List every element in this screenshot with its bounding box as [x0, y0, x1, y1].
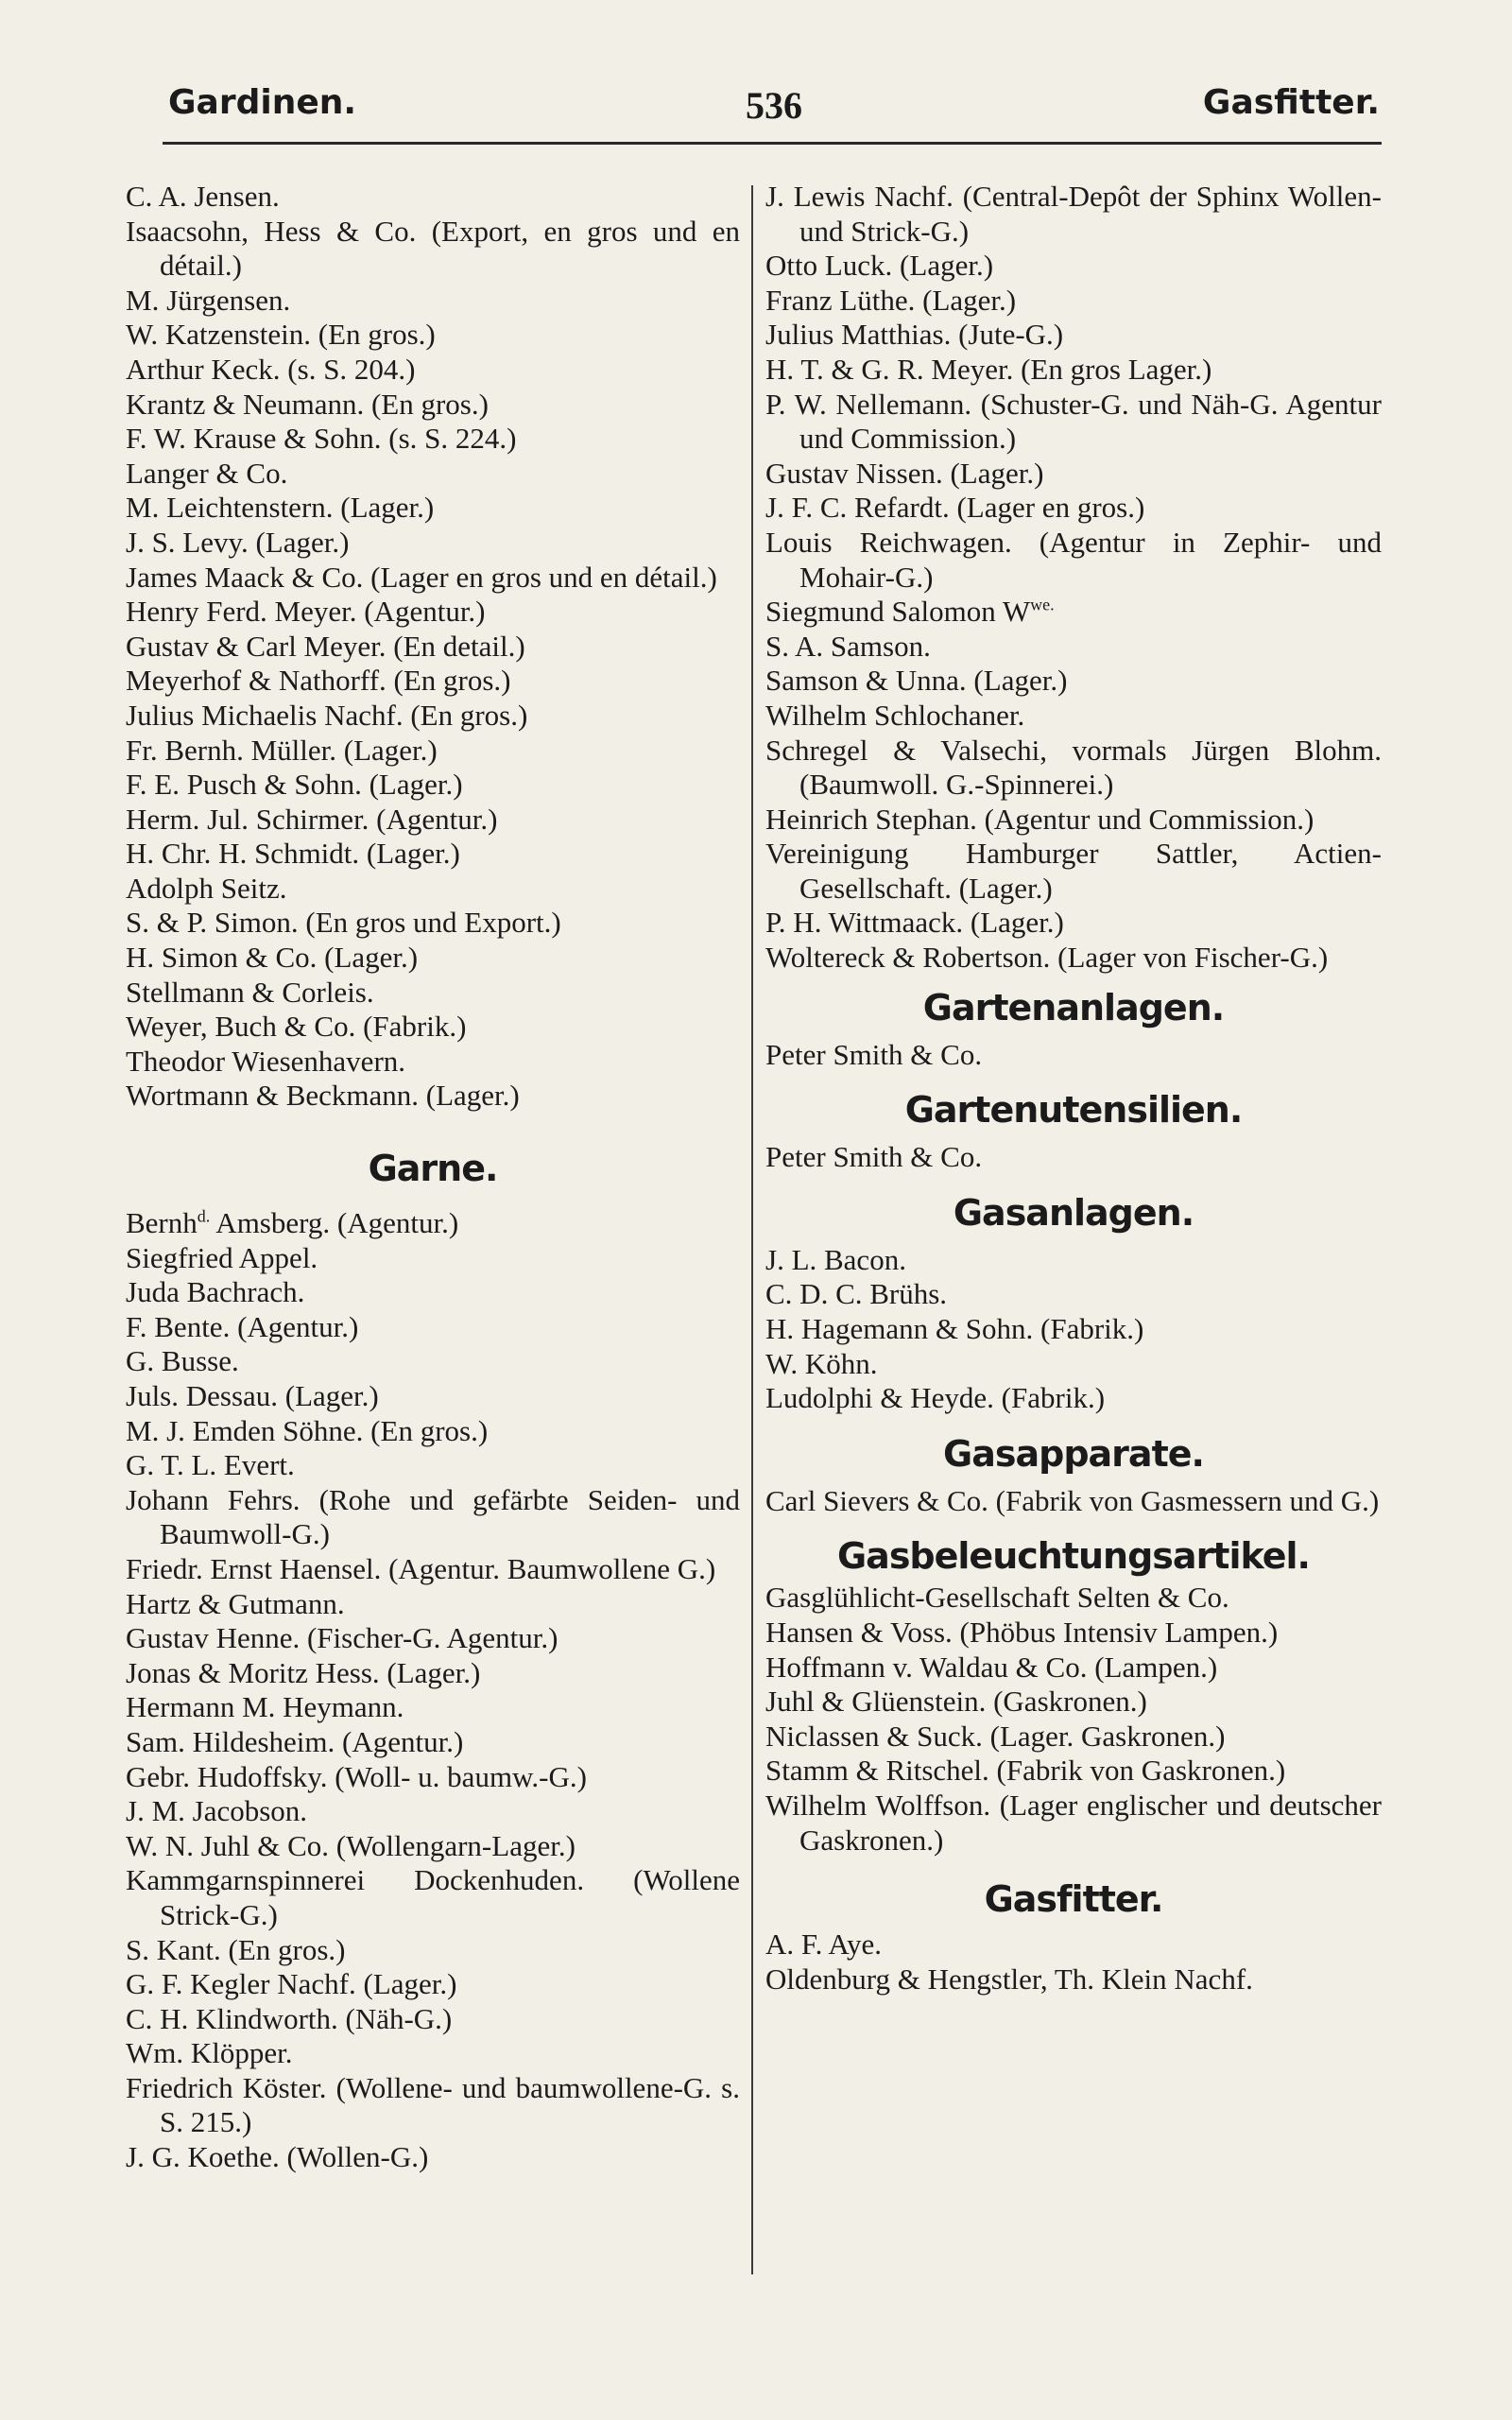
directory-entry: J. L. Bacon.: [765, 1242, 906, 1276]
directory-entry: Johann Fehrs. (Rohe und gefärbte Seiden- und Baumwoll-G.): [126, 1482, 740, 1551]
directory-entry: Wortmann & Beckmann. (Lager.): [126, 1079, 520, 1113]
directory-entry: G. F. Kegler Nachf. (Lager.): [126, 1967, 457, 2001]
directory-entry: Gebr. Hudoffsky. (Woll- u. baumw.-G.): [126, 1759, 587, 1793]
directory-entry: H. T. & G. R. Meyer. (En gros Lager.): [765, 352, 1212, 386]
directory-entry: Juls. Dessau. (Lager.): [126, 1379, 379, 1412]
section-heading: Gartenanlagen.: [922, 986, 1225, 1028]
directory-entry: Fr. Bernh. Müller. (Lager.): [126, 733, 438, 767]
section-heading: Gasfitter.: [984, 1878, 1163, 1921]
directory-entry: S. Kant. (En gros.): [126, 1932, 346, 1966]
directory-entry: J. G. Koethe. (Wollen-G.): [126, 2140, 429, 2174]
section-heading: Gasbeleuchtungsartikel.: [836, 1535, 1310, 1578]
directory-entry: Jonas & Moritz Hess. (Lager.): [126, 1655, 481, 1689]
directory-entry: W. Köhn.: [765, 1346, 878, 1380]
directory-entry: G. T. L. Evert.: [126, 1448, 295, 1482]
directory-entry: Carl Sievers & Co. (Fabrik von Gasmessern und G.): [765, 1483, 1380, 1517]
section-heading: Gasanlagen.: [953, 1191, 1194, 1234]
directory-entry: Gustav Nissen. (Lager.): [765, 456, 1044, 490]
entry-superscript: we.: [1030, 595, 1055, 614]
directory-entry: Woltereck & Robertson. (Lager von Fischer-G.): [765, 941, 1329, 975]
directory-entry: H. Hagemann & Sohn. (Fabrik.): [765, 1312, 1144, 1346]
directory-entry: Kammgarnspinnerei Dockenhuden. (Wollene Strick-G.): [126, 1863, 740, 1931]
directory-entry: Isaacsohn, Hess & Co. (Export, en gros und en détail.): [126, 214, 740, 283]
directory-entry: Peter Smith & Co.: [765, 1140, 983, 1174]
directory-entry: A. F. Aye.: [765, 1927, 882, 1962]
directory-entry: H. Chr. H. Schmidt. (Lager.): [126, 837, 460, 871]
directory-entry: J. F. C. Refardt. (Lager en gros.): [765, 491, 1145, 525]
directory-entry: Adolph Seitz.: [126, 871, 287, 905]
directory-entry: Siegfried Appel.: [126, 1240, 318, 1274]
directory-entry: James Maack & Co. (Lager en gros und en détail.): [126, 560, 717, 594]
directory-entry: W. Katzenstein. (En gros.): [126, 318, 436, 352]
directory-entry: Wilhelm Schlochaner.: [765, 698, 1025, 732]
directory-entry: J. M. Jacobson.: [126, 1794, 308, 1828]
directory-entry: [126, 1206, 740, 1241]
directory-entry: [765, 595, 1382, 630]
directory-entry: P. H. Wittmaack. (Lager.): [765, 906, 1064, 940]
directory-entry: F. Bente. (Agentur.): [126, 1309, 359, 1343]
header-rule: [163, 142, 1382, 145]
directory-entry: Theodor Wiesenhavern.: [126, 1044, 406, 1078]
directory-entry: H. Simon & Co. (Lager.): [126, 941, 419, 975]
directory-entry: Peter Smith & Co.: [765, 1037, 983, 1071]
directory-entry: Henry Ferd. Meyer. (Agentur.): [126, 595, 486, 629]
directory-entry: Meyerhof & Nathorff. (En gros.): [126, 664, 511, 698]
directory-entry: Schregel & Valsechi, vormals Jürgen Blohm. (Baumwoll. G.-Spinnerei.): [765, 733, 1382, 802]
directory-entry: Otto Luck. (Lager.): [765, 249, 994, 283]
directory-entry: Friedrich Köster. (Wollene- und baumwollene-G. s. S. 215.): [126, 2070, 740, 2139]
directory-entry: Sam. Hildesheim. (Agentur.): [126, 1724, 464, 1758]
page-header: [168, 83, 1380, 140]
directory-entry: Juhl & Glüenstein. (Gaskronen.): [765, 1685, 1147, 1719]
column-divider: [751, 185, 753, 2274]
directory-entry: Arthur Keck. (s. S. 204.): [126, 352, 416, 386]
header-left-keyword: Gardinen.: [168, 83, 357, 122]
directory-entry: Oldenburg & Hengstler, Th. Klein Nachf.: [765, 1962, 1253, 1996]
entry-text: Bernh: [126, 1206, 198, 1240]
directory-entry: F. E. Pusch & Sohn. (Lager.): [126, 768, 463, 802]
directory-entry: Stamm & Ritschel. (Fabrik von Gaskronen.): [765, 1754, 1286, 1788]
directory-entry: S. A. Samson.: [765, 629, 931, 663]
directory-entry: P. W. Nellemann. (Schuster-G. und Näh-G. Agentur und Commission.): [765, 387, 1382, 456]
directory-entry: C. A. Jensen.: [126, 180, 280, 213]
directory-entry: Gustav Henne. (Fischer-G. Agentur.): [126, 1621, 558, 1655]
directory-entry: Langer & Co.: [126, 456, 288, 490]
section-heading: Gasapparate.: [943, 1432, 1204, 1475]
directory-entry: Louis Reichwagen. (Agentur in Zephir- und Mohair-G.): [765, 525, 1382, 594]
directory-entry: M. Leichtenstern. (Lager.): [126, 491, 435, 525]
directory-entry: Julius Matthias. (Jute-G.): [765, 318, 1064, 352]
directory-entry: Franz Lüthe. (Lager.): [765, 283, 1017, 317]
directory-entry: Vereinigung Hamburger Sattler, Actien-Gesellschaft. (Lager.): [765, 837, 1382, 905]
directory-entry: Weyer, Buch & Co. (Fabrik.): [126, 1010, 467, 1044]
directory-entry: Hartz & Gutmann.: [126, 1586, 345, 1620]
directory-entry: Samson & Unna. (Lager.): [765, 664, 1068, 698]
directory-entry: Julius Michaelis Nachf. (En gros.): [126, 698, 528, 732]
section-heading: Garne.: [368, 1148, 498, 1190]
directory-entry: M. Jürgensen.: [126, 283, 291, 317]
page-number: 536: [746, 84, 802, 127]
directory-entry: Friedr. Ernst Haensel. (Agentur. Baumwollene G.): [126, 1551, 716, 1585]
header-right-keyword: Gasfitter.: [1202, 83, 1380, 122]
entry-text: Amsberg. (Agentur.): [210, 1206, 459, 1240]
directory-entry: C. H. Klindworth. (Näh-G.): [126, 2001, 453, 2035]
section-heading: Gartenutensilien.: [904, 1089, 1243, 1132]
directory-entry: Krantz & Neumann. (En gros.): [126, 387, 489, 421]
directory-entry: Hansen & Voss. (Phöbus Intensiv Lampen.): [765, 1616, 1279, 1649]
directory-entry: C. D. C. Brühs.: [765, 1277, 948, 1311]
directory-entry: Stellmann & Corleis.: [126, 975, 374, 1009]
directory-entry: Wm. Klöpper.: [126, 2036, 293, 2070]
directory-entry: W. N. Juhl & Co. (Wollengarn-Lager.): [126, 1828, 576, 1862]
entry-superscript: d.: [197, 1206, 211, 1226]
directory-entry: Niclassen & Suck. (Lager. Gaskronen.): [765, 1719, 1226, 1753]
entry-text: Siegmund Salomon W: [765, 595, 1031, 629]
directory-entry: J. S. Levy. (Lager.): [126, 525, 350, 559]
directory-entry: Ludolphi & Heyde. (Fabrik.): [765, 1381, 1106, 1415]
directory-entry: G. Busse.: [126, 1344, 239, 1378]
directory-entry: Hermann M. Heymann.: [126, 1690, 404, 1724]
directory-entry: Gasglühlicht-Gesellschaft Selten & Co.: [765, 1581, 1229, 1615]
directory-entry: Hoffmann v. Waldau & Co. (Lampen.): [765, 1650, 1218, 1684]
directory-entry: J. Lewis Nachf. (Central-Depôt der Sphinx Wollen- und Strick-G.): [765, 180, 1382, 248]
left-column: [126, 180, 740, 2175]
directory-entry: Herm. Jul. Schirmer. (Agentur.): [126, 802, 498, 836]
directory-entry: M. J. Emden Söhne. (En gros.): [126, 1413, 489, 1447]
directory-entry: F. W. Krause & Sohn. (s. S. 224.): [126, 422, 517, 456]
right-column: [765, 180, 1382, 1996]
directory-entry: Juda Bachrach.: [126, 1275, 305, 1309]
directory-entry: Wilhelm Wolffson. (Lager englischer und deutscher Gaskronen.): [765, 1788, 1382, 1857]
directory-entry: Gustav & Carl Meyer. (En detail.): [126, 629, 525, 663]
directory-entry: S. & P. Simon. (En gros und Export.): [126, 906, 561, 940]
directory-entry: Heinrich Stephan. (Agentur und Commission.): [765, 802, 1314, 836]
